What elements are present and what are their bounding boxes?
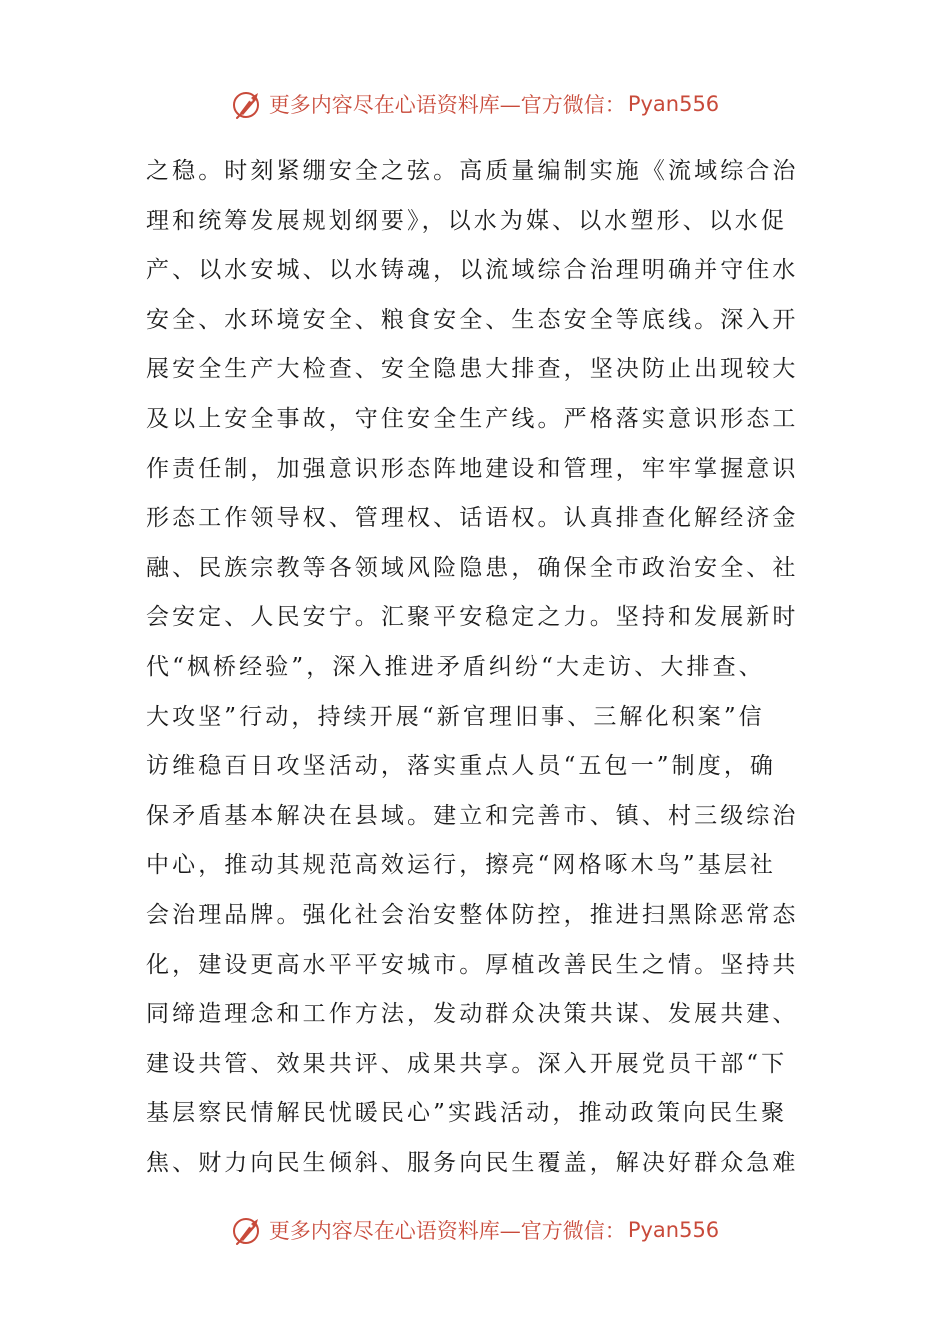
text-line: 产、以水安城、以水铸魂，以流域综合治理明确并守住水	[146, 257, 799, 284]
text-line: 同缔造理念和工作方法，发动群众决策共谋、发展共建、	[146, 1001, 799, 1028]
text-line: 会安定、人民安宁。汇聚平安稳定之力。坚持和发展新时	[146, 604, 799, 631]
text-line: 代“枫桥经验”，深入推进矛盾纠纷“大走访、大排查、	[146, 653, 765, 680]
header-banner-wechat-id: Pyan556	[627, 92, 720, 116]
text-line: 访维稳百日攻坚活动，落实重点人员“五包一”制度，确	[146, 753, 777, 780]
header-banner-text: 更多内容尽在心语资料库—官方微信：	[268, 93, 626, 117]
text-line: 之稳。时刻紧绷安全之弦。高质量编制实施《流域综合治	[146, 158, 799, 184]
footer-banner-text: 更多内容尽在心语资料库—官方微信：	[268, 1219, 626, 1243]
footer-banner-wechat-id: Pyan556	[627, 1218, 720, 1242]
text-line: 及以上安全事故，守住安全生产线。严格落实意识形态工	[146, 405, 799, 432]
text-line: 建设共管、效果共评、成果共享。深入开展党员干部“下	[146, 1050, 788, 1077]
text-line: 化，建设更高水平平安城市。厚植改善民生之情。坚持共	[146, 951, 799, 978]
text-line: 会治理品牌。强化社会治安整体防控，推进扫黑除恶常态	[146, 901, 799, 928]
text-line: 形态工作领导权、管理权、话语权。认真排查化解经济金	[146, 505, 799, 532]
pen-nib-logo-icon	[231, 87, 265, 121]
text-line: 中心，推动其规范高效运行，擦亮“网格啄木鸟”基层社	[146, 852, 777, 879]
text-line: 展安全生产大检查、安全隐患大排查，坚决防止出现较大	[146, 356, 799, 383]
text-line: 保矛盾基本解决在县域。建立和完善市、镇、村三级综治	[146, 802, 799, 829]
text-line: 焦、财力向民生倾斜、服务向民生覆盖，解决好群众急难	[146, 1149, 799, 1176]
text-line: 安全、水环境安全、粮食安全、生态安全等底线。深入开	[146, 306, 799, 333]
text-line: 基层察民情解民忧暖民心”实践活动，推动政策向民生聚	[146, 1100, 788, 1127]
text-line: 融、民族宗教等各领域风险隐患，确保全市政治安全、社	[146, 554, 799, 581]
header-banner	[0, 84, 950, 124]
text-line: 大攻坚”行动，持续开展“新官理旧事、三解化积案”信	[146, 703, 765, 730]
footer-banner	[0, 1210, 950, 1250]
pen-nib-logo-icon	[231, 1213, 265, 1247]
text-line: 理和统筹发展规划纲要》，以水为媒、以水塑形、以水促	[146, 207, 787, 234]
text-line: 作责任制，加强意识形态阵地建设和管理，牢牢掌握意识	[146, 455, 799, 482]
document-body	[146, 147, 806, 1188]
